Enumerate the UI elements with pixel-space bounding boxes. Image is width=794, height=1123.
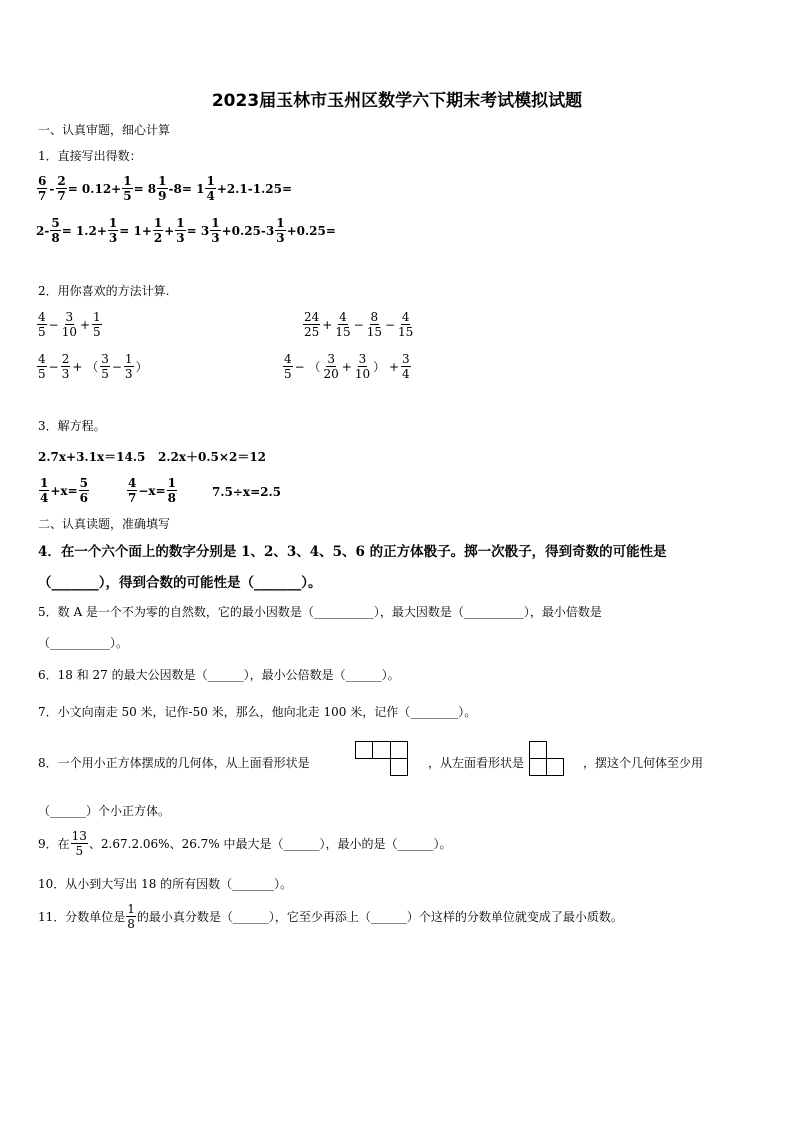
question-2-expression-c: $\frac{4}{5}$ − $\frac{2}{3}$ + （ $\frac{3}{5}$ − $\frac{1}{3}$ ） (38, 352, 148, 381)
question-1-row-2: 2- $\frac{5}{8}$ = 1.2+ $\frac{1}{3}$ = 1+ $\frac{1}{2}$ + $\frac{1}{3}$ = 3 $\frac{1}{3}$ +0.25-3 $\frac{1}{3}$ +0.25= (36, 216, 336, 245)
question-1-row-1: $\frac{6}{7}$ - $\frac{2}{7}$ = 0.12+ $\frac{1}{5}$ = 8 $\frac{1}{9}$ -8= 1 $\frac{1}{4}$ +2.1-1.25= (38, 174, 293, 203)
equation-3: $\frac{1}{4}$ +x= $\frac{5}{6}$ (40, 476, 88, 505)
question-2-label: 2．用你喜欢的方法计算. (38, 284, 170, 298)
question-8-text-2: ，从左面看形状是 (428, 756, 525, 770)
question-2-expression-b: $\frac{24}{25}$ + $\frac{4}{15}$ − $\frac{8}{15}$ − $\frac{4}{15}$ (304, 310, 414, 339)
section-heading-1: 一、认真审题，细心计算 (38, 123, 171, 137)
fraction: $\frac{13}{5}$ (71, 829, 87, 858)
fraction: $\frac{1}{2}$ (153, 216, 163, 245)
equation-1: 2.7x+3.1x＝14.5 (38, 450, 146, 464)
fraction: $\frac{3}{10}$ (354, 352, 371, 381)
question-3-label: 3．解方程。 (38, 419, 106, 433)
question-7: 7．小文向南走 50 米，记作-50 米，那么，他向北走 100 米，记作（________）。 (38, 705, 477, 719)
fraction: $\frac{1}{3}$ (124, 352, 133, 381)
question-6: 6．18 和 27 的最大公因数是（______），最小公倍数是（______）。 (38, 668, 400, 682)
fraction: $\frac{1}{5}$ (123, 174, 132, 203)
section-heading-2: 二、认真读题，准确填写 (38, 517, 171, 531)
fraction: $\frac{2}{7}$ (57, 174, 66, 203)
fraction: $\frac{5}{8}$ (51, 216, 60, 245)
top-view-figure (355, 741, 417, 783)
fraction: $\frac{4}{5}$ (38, 310, 46, 339)
question-1-label: 1．直接写出得数： (38, 149, 142, 163)
fraction: $\frac{1}{3}$ (276, 216, 285, 245)
question-8-line-2: （______）个小正方体。 (38, 804, 171, 818)
question-2-expression-a: $\frac{4}{5}$ − $\frac{3}{10}$ + $\frac{1}{5}$ (38, 310, 101, 339)
page-title: 2023届玉林市玉州区数学六下期末考试模拟试题 (211, 91, 583, 111)
fraction: $\frac{1}{8}$ (127, 902, 135, 931)
question-8-text-1: 8．一个用小正方体摆成的几何体，从上面看形状是 (38, 756, 310, 770)
question-11: 11．分数单位是 $\frac{1}{8}$ 的最小真分数是（______），它至少再添上（______）个这样的分数单位就变成了最小质数。 (38, 902, 623, 931)
question-5-line-2: （__________）。 (38, 636, 129, 650)
fraction: $\frac{1}{4}$ (40, 476, 49, 505)
equation-4: $\frac{4}{7}$ −x= $\frac{1}{8}$ (128, 476, 176, 505)
fraction: $\frac{1}{9}$ (158, 174, 167, 203)
fraction: $\frac{2}{3}$ (61, 352, 70, 381)
fraction: $\frac{6}{7}$ (38, 174, 47, 203)
question-4-line-2: （_______），得到合数的可能性是（_______）。 (38, 575, 322, 591)
fraction: $\frac{3}{10}$ (61, 310, 77, 339)
fraction: $\frac{3}{5}$ (101, 352, 109, 381)
fraction: $\frac{3}{4}$ (402, 352, 410, 381)
left-view-figure (529, 741, 573, 783)
question-4-line-1: 4．在一个六个面上的数字分别是 1、2、3、4、5、6 的正方体骰子。掷一次骰子，得到奇数的可能性是 (38, 544, 667, 560)
fraction: $\frac{1}{3}$ (176, 216, 185, 245)
equation-5: 7.5÷x=2.5 (212, 485, 282, 499)
question-2-expression-d: $\frac{4}{5}$ − （ $\frac{3}{20}$ + $\frac{3}{10}$ ） + $\frac{3}{4}$ (284, 352, 410, 381)
fraction: $\frac{1}{4}$ (206, 174, 215, 203)
fraction: $\frac{1}{3}$ (211, 216, 220, 245)
fraction: $\frac{4}{7}$ (128, 476, 137, 505)
question-9: 9．在 $\frac{13}{5}$ 、2.67.2.06%、26.7% 中最大是（______），最小的是（______）。 (38, 829, 452, 858)
fraction: $\frac{8}{15}$ (366, 310, 382, 339)
fraction: $\frac{5}{6}$ (79, 476, 88, 505)
fraction: $\frac{1}{8}$ (167, 476, 176, 505)
fraction: $\frac{24}{25}$ (304, 310, 320, 339)
fraction: $\frac{4}{5}$ (38, 352, 46, 381)
fraction: $\frac{4}{5}$ (284, 352, 292, 381)
question-8-text-3: ，摆这个几何体至少用 (583, 756, 704, 770)
fraction: $\frac{3}{20}$ (323, 352, 339, 381)
fraction: $\frac{1}{3}$ (108, 216, 118, 245)
fraction: $\frac{4}{15}$ (335, 310, 351, 339)
equation-2: 2.2x＋0.5×2＝12 (158, 450, 267, 464)
question-10: 10．从小到大写出 18 的所有因数（_______）。 (38, 877, 293, 891)
fraction: $\frac{1}{5}$ (93, 310, 101, 339)
fraction: $\frac{4}{15}$ (398, 310, 414, 339)
question-5-line-1: 5．数 A 是一个不为零的自然数，它的最小因数是（__________），最大因数是（__________），最小倍数是 (38, 605, 602, 619)
